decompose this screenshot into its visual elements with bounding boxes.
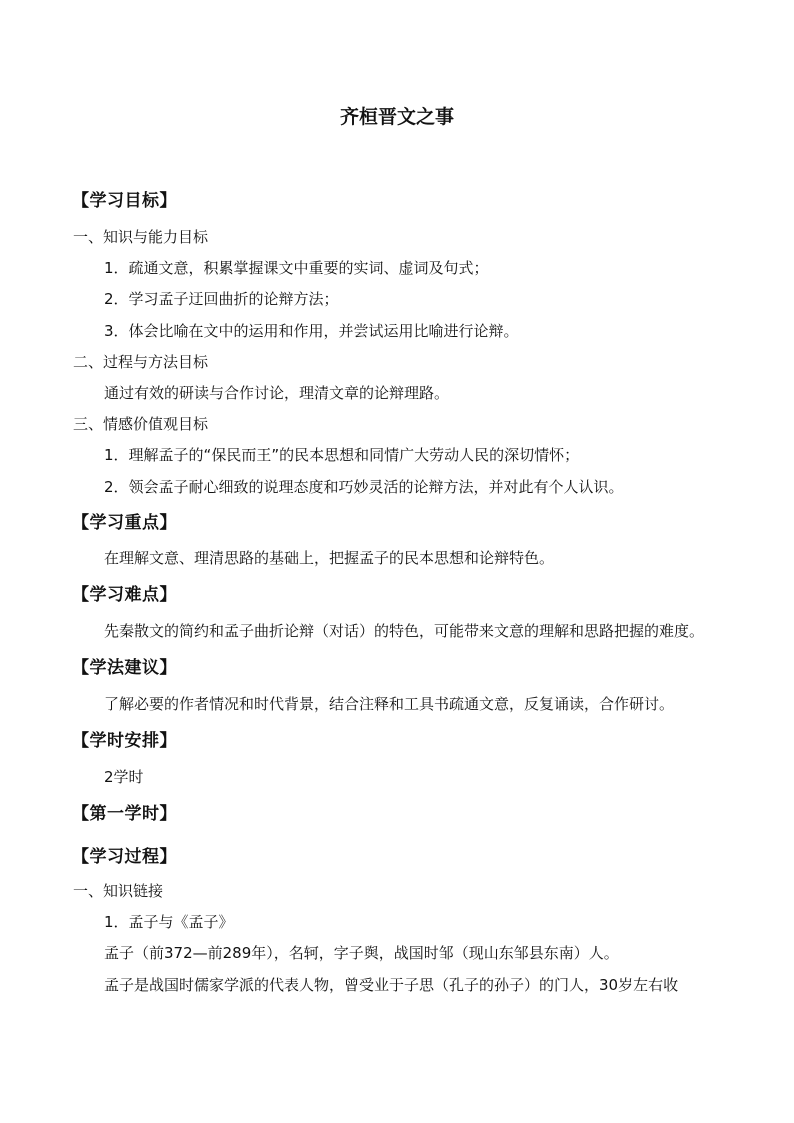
emotion-item-2: 2．领会孟子耐心细致的说理态度和巧妙灵活的论辩方法，并对此有个人认识。 [104, 478, 624, 496]
key-points-text: 在理解文意、理清思路的基础上，把握孟子的民本思想和论辩特色。 [104, 549, 555, 567]
section-heading-key-points: 【学习重点】 [72, 513, 177, 533]
section-heading-method-advice: 【学法建议】 [72, 658, 177, 678]
goal-item-2: 2．学习孟子迂回曲折的论辩方法； [104, 290, 339, 308]
document-title: 齐桓晋文之事 [339, 106, 454, 128]
mencius-bio-text: 孟子是战国时儒家学派的代表人物，曾受业于子思（孔子的孙子）的门人，30岁左右收 [104, 976, 679, 994]
section-heading-schedule: 【学时安排】 [72, 731, 177, 751]
schedule-text: 2学时 [104, 768, 144, 786]
goal-item-1: 1．疏通文意，积累掌握课文中重要的实词、虚词及句式； [104, 259, 489, 277]
section-heading-learning-goals: 【学习目标】 [72, 191, 177, 211]
subheading-process-method: 二、过程与方法目标 [73, 353, 209, 371]
emotion-item-1: 1．理解孟子的“保民而王”的民本思想和同情广大劳动人民的深切情怀； [104, 446, 580, 464]
section-heading-learning-process: 【学习过程】 [72, 847, 177, 867]
subheading-emotion-values: 三、情感价值观目标 [73, 415, 209, 433]
process-text: 通过有效的研读与合作讨论，理清文章的论辩理路。 [104, 384, 450, 402]
subheading-knowledge-ability: 一、知识与能力目标 [73, 228, 209, 246]
section-heading-difficulties: 【学习难点】 [72, 585, 177, 605]
subheading-knowledge-link: 一、知识链接 [73, 882, 164, 900]
section-heading-first-period: 【第一学时】 [72, 804, 177, 824]
difficulties-text: 先秦散文的简约和孟子曲折论辩（对话）的特色，可能带来文意的理解和思路把握的难度。 [104, 622, 705, 640]
goal-item-3: 3．体会比喻在文中的运用和作用，并尝试运用比喻进行论辩。 [104, 322, 519, 340]
knowledge-item-1: 1．孟子与《孟子》 [104, 913, 234, 931]
mencius-intro-text: 孟子（前372—前289年），名轲，字子舆，战国时邹（现山东邹县东南）人。 [104, 944, 619, 962]
method-advice-text: 了解必要的作者情况和时代背景，结合注释和工具书疏通文意，反复诵读，合作研讨。 [104, 695, 675, 713]
